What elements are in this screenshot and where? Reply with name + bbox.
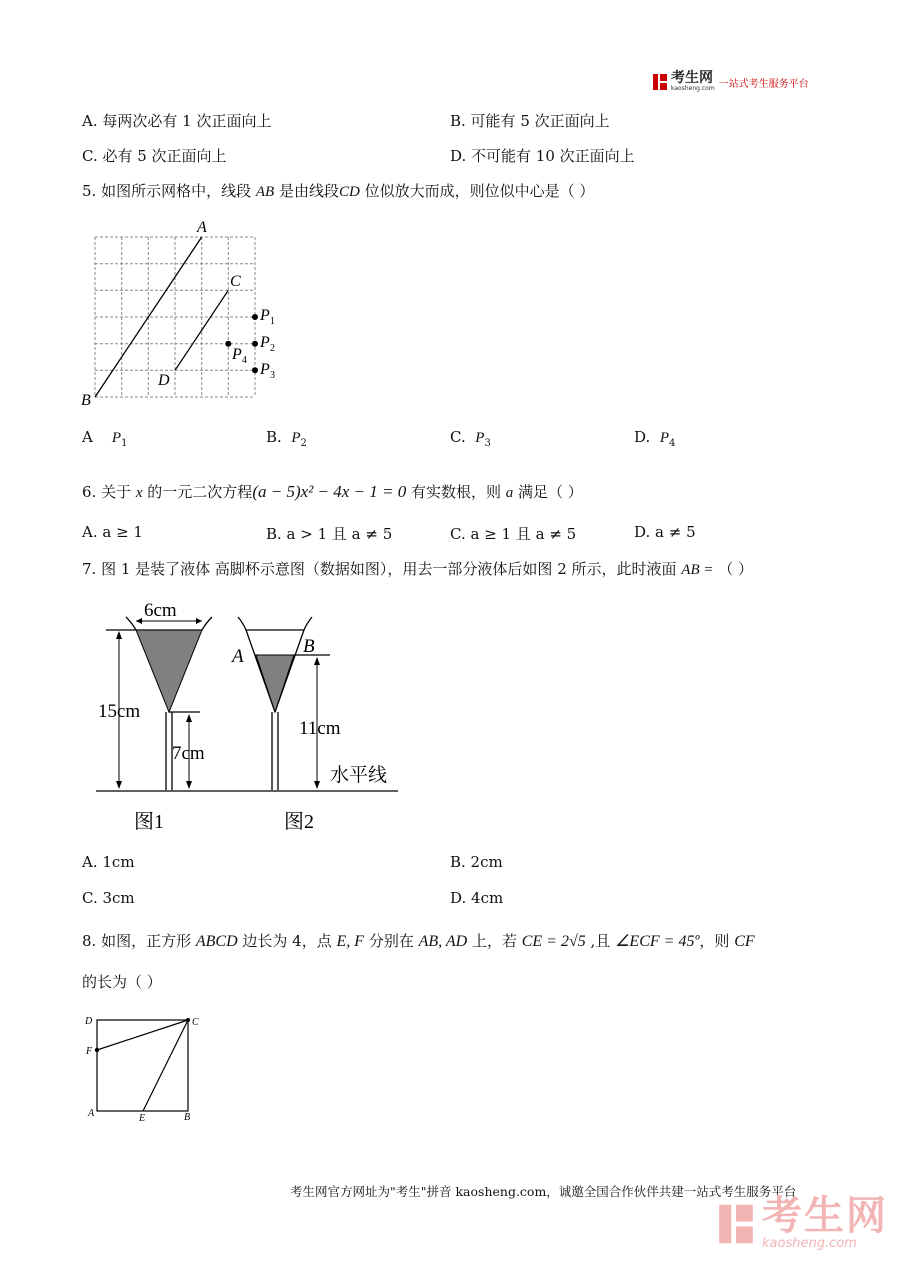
watermark-domain: kaosheng.com [762, 1236, 857, 1251]
label-d: D [85, 1016, 93, 1027]
footer-text: 考生网官方网址为"考生"拼音 kaosheng.com，诚邀全国合作伙伴共建一站式考生服务平台 [290, 1184, 797, 1199]
q5-stem: 5. 如图所示网格中，线段 AB 是由线段CD 位似放大而成，则位似中心是（ ） [82, 182, 595, 200]
fig2-liquid [256, 655, 294, 712]
label-b: B [303, 636, 315, 657]
label-f: F [86, 1046, 93, 1057]
label-p2-sub: 2 [270, 343, 275, 354]
label-e: E [139, 1113, 146, 1124]
q4-option-a: A. 每两次必有 1 次正面向上 [82, 112, 272, 130]
q4-option-c: C. 必有 5 次正面向上 [82, 147, 227, 165]
q5-option-a: A $P_1$ [82, 428, 128, 449]
q7-stem: 7. 图 1 是装了液体 高脚杯示意图（数据如图），用去一部分液体后如图 2 所示，此时液面 AB = （ ） [82, 560, 754, 578]
label-15cm: 15cm [98, 701, 141, 722]
label-c: C [192, 1017, 199, 1028]
q6-option-a: A. a ≥ 1 [82, 523, 143, 541]
q5-option-c: C. $P_3$ [450, 428, 491, 449]
q5-option-d: D. $P_4$ [634, 428, 676, 449]
segment-ce [143, 1020, 188, 1111]
q4-option-d: D. 不可能有 10 次正面向上 [450, 147, 635, 165]
label-p4: P [232, 346, 242, 363]
q8-stem: 8. 如图，正方形 ABCD 边长为 4，点 E, F 分别在 AB, AD 上，若 CE = 2√5 ,且 ∠ECF = 45º，则 CF [82, 932, 755, 950]
q5-option-b: B. $P_2$ [266, 428, 307, 449]
caption-fig1: 图1 [134, 811, 164, 833]
label-p2: P [260, 334, 270, 351]
label-11cm: 11cm [299, 718, 341, 739]
label-c: C [230, 273, 241, 290]
header-slogan: 一站式考生服务平台 [718, 78, 809, 90]
q4-option-b: B. 可能有 5 次正面向上 [450, 112, 610, 130]
logo-domain: kaosheng.com [671, 85, 715, 92]
label-p3: P [260, 361, 270, 378]
label-p3-sub: 3 [270, 370, 275, 381]
q7-option-c: C. 3cm [82, 889, 135, 907]
label-p4-sub: 4 [242, 355, 247, 366]
header-logo [652, 72, 809, 92]
q6-option-b: B. a > 1 且 a ≠ 5 [266, 525, 393, 543]
q6-option-d: D. a ≠ 5 [634, 523, 696, 541]
point-p2 [252, 341, 258, 347]
point-p4 [225, 341, 231, 347]
q6-option-c: C. a ≥ 1 且 a ≠ 5 [450, 525, 577, 543]
q7-goblet-figure [92, 595, 402, 840]
label-6cm: 6cm [144, 600, 177, 621]
caption-fig2: 图2 [284, 811, 314, 833]
label-7cm: 7cm [172, 743, 205, 764]
label-a: A [88, 1108, 95, 1119]
label-b: B [184, 1112, 191, 1123]
q5-grid-figure [78, 215, 288, 410]
fig1-liquid [136, 630, 202, 712]
point-p1 [252, 314, 258, 320]
watermark-logo-icon [716, 1200, 756, 1248]
q6-stem: 6. 关于 x 的一元二次方程(a − 5)x² − 4x − 1 = 0 有实数根，则 a 满足（ ） [82, 482, 583, 501]
label-d: D [158, 372, 170, 389]
segment-cf [97, 1020, 188, 1050]
watermark [716, 1193, 888, 1251]
label-a: A [197, 219, 207, 236]
label-a: A [232, 646, 244, 667]
q7-option-d: D. 4cm [450, 889, 504, 907]
point-p3 [252, 367, 258, 373]
label-horizon: 水平线 [330, 765, 388, 786]
watermark-text: 考生网 [762, 1193, 888, 1239]
q8-stem-line2: 的长为（ ） [82, 973, 162, 991]
q8-square-figure [80, 1010, 210, 1128]
logo-mark-icon [652, 72, 668, 92]
label-b: B [81, 392, 91, 409]
logo-name: 考生网 [671, 70, 713, 86]
label-p1: P [260, 307, 270, 324]
q7-option-b: B. 2cm [450, 853, 503, 871]
label-p1-sub: 1 [270, 316, 275, 327]
q7-option-a: A. 1cm [82, 853, 135, 871]
